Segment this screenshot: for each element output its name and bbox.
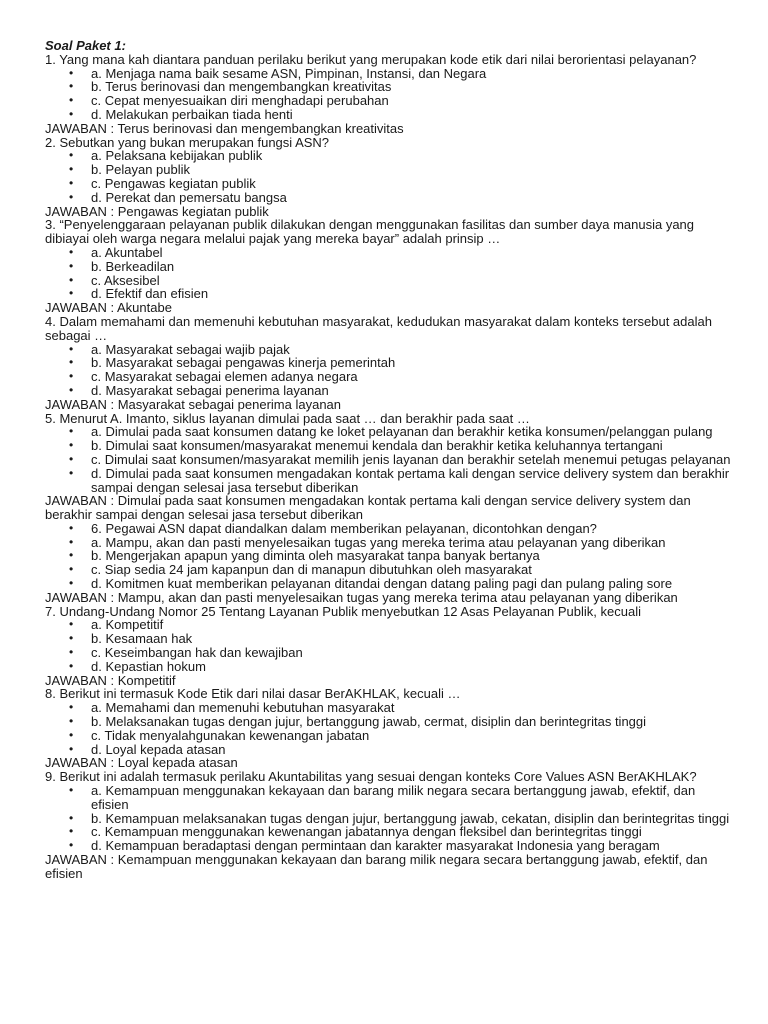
document-title: Soal Paket 1: (45, 38, 126, 53)
option-item: • c. Tidak menyalahgunakan kewenangan jabatan (91, 729, 735, 743)
answer-text: JAWABAN : Dimulai pada saat konsumen mengadakan kontak pertama kali dengan service delivery system dan berakhir sampai dengan selesai jasa tersebut diberikan (45, 493, 691, 523)
question-text: 2. Sebutkan yang bukan merupakan fungsi ASN? (45, 134, 330, 150)
option-item: • c. Cepat menyesuaikan diri menghadapi perubahan (91, 94, 735, 108)
option-item: • b. Dimulai saat konsumen/masyarakat menemui kendala dan berakhir ketika keluhannya tertangani (91, 439, 735, 453)
option-item: • d. Efektif dan efisien (91, 287, 735, 301)
question-block (45, 770, 735, 880)
option-item: • c. Pengawas kegiatan publik (91, 177, 735, 191)
option-item: • a. Kompetitif (91, 618, 735, 632)
option-item: • d. Perekat dan pemersatu bangsa (91, 191, 735, 205)
option-item: • c. Aksesibel (91, 274, 735, 288)
answer-text: JAWABAN : Akuntabe (45, 300, 172, 316)
option-item: • d. Kemampuan beradaptasi dengan permintaan dan karakter masyarakat Indonesia yang beragam (91, 839, 735, 853)
option-list (45, 618, 735, 673)
option-list (45, 425, 735, 494)
question-block (45, 136, 735, 219)
question-block (45, 522, 735, 605)
option-list (45, 343, 735, 398)
option-item: • 6. Pegawai ASN dapat diandalkan dalam memberikan pelayanan, dicontohkan dengan? (91, 522, 735, 536)
document (45, 39, 735, 881)
option-list (45, 701, 735, 756)
option-list (45, 67, 735, 122)
answer-text: JAWABAN : Terus berinovasi dan mengembangkan kreativitas (45, 120, 404, 136)
option-item: • b. Kesamaan hak (91, 632, 735, 646)
option-item: • c. Kemampuan menggunakan kewenangan jabatannya dengan fleksibel dan berintegritas tinggi (91, 825, 735, 839)
option-item: • d. Masyarakat sebagai penerima layanan (91, 384, 735, 398)
option-item: • b. Berkeadilan (91, 260, 735, 274)
question-text: 4. Dalam memahami dan memenuhi kebutuhan masyarakat, kedudukan masyarakat dalam konteks tersebut adalah sebagai … (45, 313, 712, 343)
option-list (45, 149, 735, 204)
answer-text: JAWABAN : Pengawas kegiatan publik (45, 203, 269, 219)
option-item: • c. Keseimbangan hak dan kewajiban (91, 646, 735, 660)
option-item: • b. Terus berinovasi dan mengembangkan kreativitas (91, 80, 735, 94)
question-text: 7. Undang-Undang Nomor 25 Tentang Layanan Publik menyebutkan 12 Asas Pelayanan Publik, kecuali (45, 603, 641, 619)
question-text: 8. Berikut ini termasuk Kode Etik dari nilai dasar BerAKHLAK, kecuali … (45, 686, 461, 702)
answer-text: JAWABAN : Mampu, akan dan pasti menyelesaikan tugas yang mereka terima atau pelayanan yang diberikan (45, 589, 678, 605)
option-item: • a. Pelaksana kebijakan publik (91, 149, 735, 163)
question-block (45, 605, 735, 688)
option-list (45, 784, 735, 853)
option-item: • b. Mengerjakan apapun yang diminta oleh masyarakat tanpa banyak bertanya (91, 549, 735, 563)
option-item: • a. Menjaga nama baik sesame ASN, Pimpinan, Instansi, dan Negara (91, 67, 735, 81)
option-item: • a. Mampu, akan dan pasti menyelesaikan tugas yang mereka terima atau pelayanan yang diberikan (91, 536, 735, 550)
question-block (45, 315, 735, 412)
option-item: • d. Kepastian hokum (91, 660, 735, 674)
option-item: • a. Dimulai pada saat konsumen datang ke loket pelayanan dan berakhir ketika konsumen/pelanggan pulang (91, 425, 735, 439)
answer-text: JAWABAN : Masyarakat sebagai penerima layanan (45, 396, 342, 412)
option-item: • a. Memahami dan memenuhi kebutuhan masyarakat (91, 701, 735, 715)
answer-text: JAWABAN : Kompetitif (45, 672, 176, 688)
option-item: • a. Masyarakat sebagai wajib pajak (91, 343, 735, 357)
option-list (45, 522, 735, 591)
option-item: • d. Melakukan perbaikan tiada henti (91, 108, 735, 122)
option-item: • d. Dimulai pada saat konsumen mengadakan kontak pertama kali dengan service delivery system dan berakhir sampai dengan selesai jasa tersebut diberikan (91, 467, 735, 495)
option-item: • b. Kemampuan melaksanakan tugas dengan jujur, bertanggung jawab, cekatan, disiplin dan berintegritas tinggi (91, 812, 735, 826)
question-block (45, 218, 735, 315)
option-item: • c. Masyarakat sebagai elemen adanya negara (91, 370, 735, 384)
option-item: • d. Komitmen kuat memberikan pelayanan ditandai dengan datang paling pagi dan pulang paling sore (91, 577, 735, 591)
option-item: • c. Siap sedia 24 jam kapanpun dan di manapun dibutuhkan oleh masyarakat (91, 563, 735, 577)
option-item: • d. Loyal kepada atasan (91, 743, 735, 757)
option-list (45, 246, 735, 301)
question-text: 3. “Penyelenggaraan pelayanan publik dilakukan dengan menggunakan fasilitas dan sumber daya manusia yang dibiayai oleh warga negara melalui pajak yang mereka bayar” adalah prinsip … (45, 217, 695, 247)
question-block (45, 687, 735, 770)
question-text: 9. Berikut ini adalah termasuk perilaku Akuntabilitas yang sesuai dengan konteks Core Values ASN BerAKHLAK? (45, 769, 697, 785)
option-item: • a. Kemampuan menggunakan kekayaan dan barang milik negara secara bertanggung jawab, efektif, dan efisien (91, 784, 735, 812)
option-item: • b. Melaksanakan tugas dengan jujur, bertanggung jawab, cermat, disiplin dan berintegritas tinggi (91, 715, 735, 729)
option-item: • b. Masyarakat sebagai pengawas kinerja pemerintah (91, 356, 735, 370)
question-list (45, 53, 735, 881)
question-text: 5. Menurut A. Imanto, siklus layanan dimulai pada saat … dan berakhir pada saat … (45, 410, 530, 426)
option-item: • a. Akuntabel (91, 246, 735, 260)
answer-text: JAWABAN : Loyal kepada atasan (45, 755, 238, 771)
question-block (45, 53, 735, 136)
option-item: • b. Pelayan publik (91, 163, 735, 177)
answer-text: JAWABAN : Kemampuan menggunakan kekayaan dan barang milik negara secara bertanggung jawab, efektif, dan efisien (45, 852, 708, 881)
question-block (45, 412, 735, 522)
option-item: • c. Dimulai saat konsumen/masyarakat memilih jenis layanan dan berakhir setelah menemui petugas pelayanan (91, 453, 735, 467)
question-text: 1. Yang mana kah diantara panduan perilaku berikut yang merupakan kode etik dari nilai berorientasi pelayanan? (45, 51, 697, 67)
